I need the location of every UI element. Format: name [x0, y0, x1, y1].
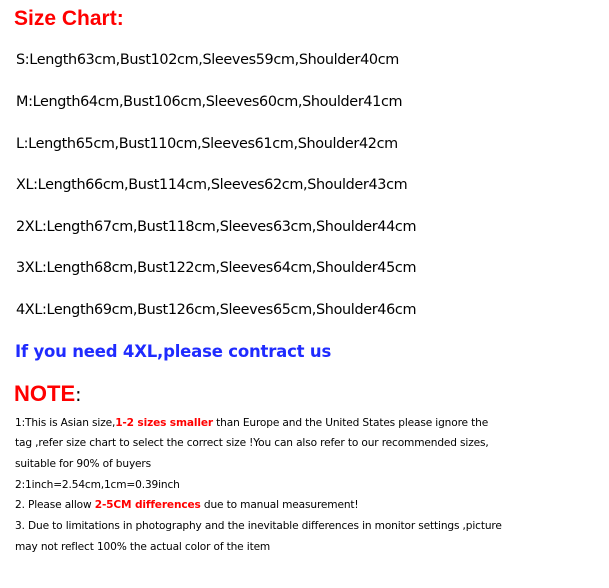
- size-row-l: L:Length65cm,Bust110cm,Sleeves61cm,Shoulder42cm: [16, 136, 398, 152]
- note-heading-colon: :: [75, 384, 82, 406]
- note-measurement-prefix: 2. Please allow: [15, 499, 95, 511]
- size-row-2xl: 2XL:Length67cm,Bust118cm,Sleeves63cm,Shoulder44cm: [16, 219, 417, 235]
- note-1-prefix: 1:This is Asian size,: [15, 417, 116, 429]
- note-heading-word: NOTE: [14, 381, 76, 406]
- note-measurement-suffix: due to manual measurement!: [200, 499, 359, 511]
- note-line-3: suitable for 90% of buyers: [15, 458, 152, 470]
- size-chart-title: Size Chart:: [14, 7, 124, 30]
- size-row-s: S:Length63cm,Bust102cm,Sleeves59cm,Shoulder40cm: [16, 52, 399, 68]
- contact-notice: If you need 4XL,please contract us: [15, 342, 332, 361]
- note-line-1: [15, 413, 600, 434]
- note-measurement-highlight: 2-5CM differences: [94, 499, 201, 511]
- note-1-highlight: 1-2 sizes smaller: [115, 417, 213, 429]
- size-row-4xl: 4XL:Length69cm,Bust126cm,Sleeves65cm,Shoulder46cm: [16, 302, 417, 318]
- size-row-m: M:Length64cm,Bust106cm,Sleeves60cm,Shoulder41cm: [16, 94, 403, 110]
- note-color-line-1: 3. Due to limitations in photography and the inevitable differences in monitor settings ,picture: [15, 520, 502, 532]
- note-line-2: tag ,refer size chart to select the correct size !You can also refer to our recommended sizes,: [15, 437, 489, 449]
- note-1-suffix: than Europe and the United States please ignore the: [212, 417, 489, 429]
- note-conversion: 2:1inch=2.54cm,1cm=0.39inch: [15, 479, 180, 491]
- size-row-3xl: 3XL:Length68cm,Bust122cm,Sleeves64cm,Shoulder45cm: [16, 260, 417, 276]
- note-heading: [14, 380, 82, 410]
- note-color-line-2: may not reflect 100% the actual color of the item: [15, 541, 271, 553]
- note-measurement: [15, 495, 600, 516]
- size-row-xl: XL:Length66cm,Bust114cm,Sleeves62cm,Shoulder43cm: [16, 177, 408, 193]
